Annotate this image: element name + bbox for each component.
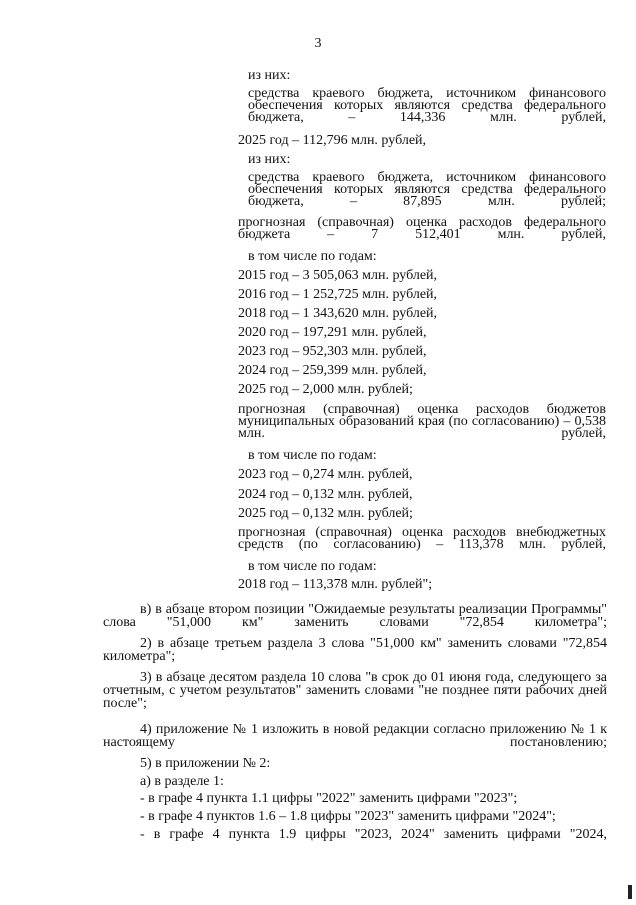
text-paragraph: 2) в абзаце третьем раздела 3 слова "51,000 км" заменить словами "72,854 километра"; (103, 636, 607, 664)
scan-edge-mark (628, 885, 632, 899)
text-line: - в графе 4 пункта 1.9 цифры "2023, 2024" заменить цифрами "2024, (140, 827, 607, 842)
text-line: - в графе 4 пунктов 1.6 – 1.8 цифры "2023" заменить цифрами "2024"; (140, 809, 556, 824)
text-line: 2025 год – 2,000 млн. рублей; (238, 382, 413, 397)
text-line: 2020 год – 197,291 млн. рублей, (238, 325, 427, 340)
text-line: 2018 год – 113,378 млн. рублей"; (238, 577, 433, 592)
text-line: из них: (248, 152, 291, 167)
text-line: 2023 год – 0,274 млн. рублей, (238, 467, 413, 482)
text-line: - в графе 4 пункта 1.1 цифры "2022" заменить цифрами "2023"; (140, 791, 518, 806)
text-paragraph: 4) приложение № 1 изложить в новой редакции согласно приложению № 1 к настоящему постановлению; (103, 722, 607, 750)
text-line: 2024 год – 0,132 млн. рублей, (238, 487, 413, 502)
page-number: 3 (314, 36, 322, 51)
text-paragraph: средства краевого бюджета, источником финансового обеспечения которых являются средства федерального бюджета, – 144,336 млн. рублей, (248, 86, 606, 125)
text-line: 5) в приложении № 2: (140, 756, 271, 771)
text-paragraph: в) в абзаце втором позиции "Ожидаемые результаты реализации Программы" слова "51,000 км" заменить словами "72,854 километра"; (103, 602, 607, 630)
text-paragraph: 3) в абзаце десятом раздела 10 слова "в срок до 01 июня года, следующего за отчетным, с учетом результатов" заменить словами "не позднее пяти рабочих дней после"; (103, 670, 607, 711)
text-line: 2025 год – 112,796 млн. рублей, (238, 133, 427, 148)
text-line: в том числе по годам: (248, 249, 377, 264)
text-line: 2018 год – 1 343,620 млн. рублей, (238, 306, 438, 321)
text-line: из них: (248, 68, 291, 83)
text-line: в том числе по годам: (248, 559, 377, 574)
text-paragraph: прогнозная (справочная) оценка расходов внебюджетных средств (по согласованию) – 113,378 млн. рублей, (238, 525, 606, 552)
text-line: 2024 год – 259,399 млн. рублей, (238, 363, 427, 378)
text-line: а) в разделе 1: (140, 774, 224, 789)
text-line: 2016 год – 1 252,725 млн. рублей, (238, 287, 438, 302)
text-paragraph: прогнозная (справочная) оценка расходов бюджетов муниципальных образований края (по согласованию) – 0,538 млн. рублей, (238, 402, 606, 441)
text-line: 2015 год – 3 505,063 млн. рублей, (238, 268, 438, 283)
text-line: 2025 год – 0,132 млн. рублей; (238, 506, 413, 521)
text-paragraph: прогнозная (справочная) оценка расходов федерального бюджета – 7 512,401 млн. рублей, (238, 215, 606, 242)
text-line: в том числе по годам: (248, 448, 377, 463)
text-paragraph: средства краевого бюджета, источником финансового обеспечения которых являются средства федерального бюджета, – 87,895 млн. рублей; (248, 170, 606, 209)
text-line: 2023 год – 952,303 млн. рублей, (238, 344, 427, 359)
